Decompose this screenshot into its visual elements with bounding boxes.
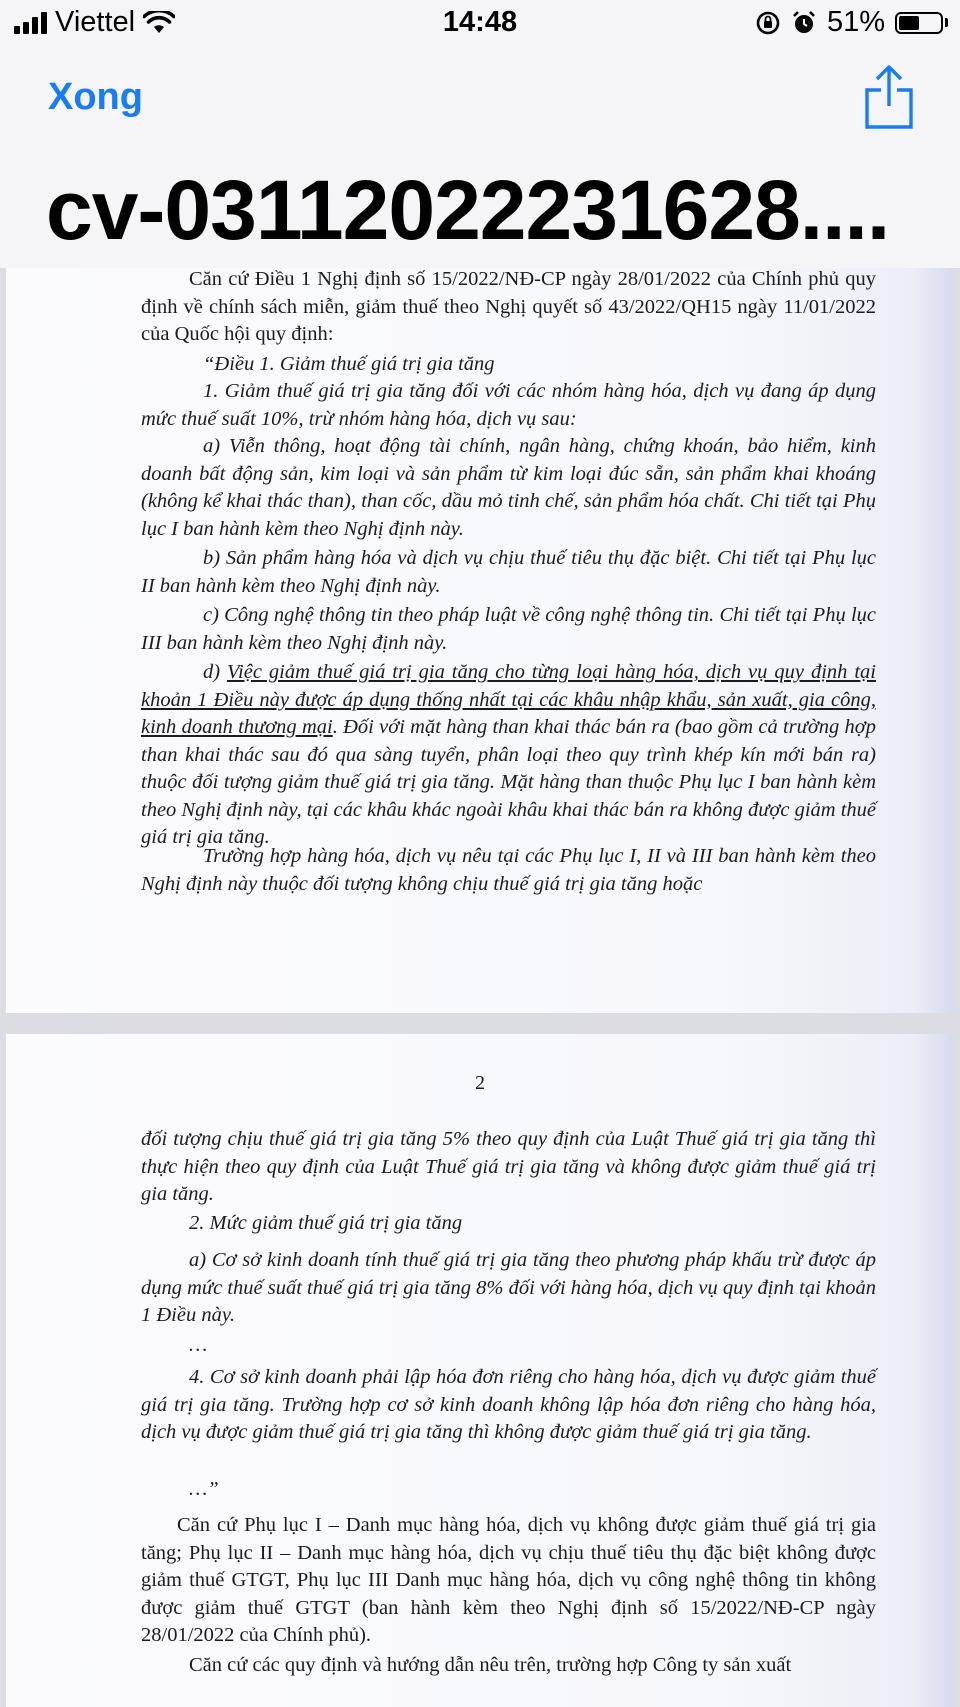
item-d-prefix: d)	[203, 661, 228, 683]
document-page-2	[6, 1034, 954, 1707]
preview-header	[0, 48, 960, 269]
page-edge-shadow	[914, 1034, 954, 1707]
item-d-rest: . Đối với mặt hàng than khai thác bán ra (bao gồm cả trường hợp than khai thác sau đó qua sàng tuyển, phân loại theo quy trình khép kín mới bán ra) thuộc đối tượng giảm thuế giá trị gia tăng. Mặt hàng than thuộc Phụ lục I ban hành kèm theo Nghị định này, tại các khâu khác ngoài khâu khai thác bán ra không được giảm thuế giá trị gia tăng.	[141, 716, 876, 848]
paragraph-item-b: b) Sản phẩm hàng hóa và dịch vụ chịu thuế tiêu thụ đặc biệt. Chi tiết tại Phụ lục II ban hành kèm theo Nghị định này.	[141, 547, 876, 597]
paragraph-clause-2a: a) Cơ sở kinh doanh tính thuế giá trị gia tăng theo phương pháp khấu trừ được áp dụng mức thuế suất thuế giá trị gia tăng 8% đối với hàng hóa, dịch vụ quy định tại khoản 1 Điều này.	[141, 1249, 876, 1326]
status-right	[755, 6, 948, 39]
share-icon	[864, 64, 914, 130]
carrier-name: Viettel	[55, 6, 136, 38]
battery-tip	[945, 18, 948, 27]
paragraph-article-title: “Điều 1. Giảm thuế giá trị gia tăng	[203, 353, 495, 375]
document-scroll-area[interactable]	[0, 268, 960, 1707]
paragraph-clause-1: 1. Giảm thuế giá trị gia tăng đối với các nhóm hàng hóa, dịch vụ đang áp dụng mức thuế suất 10%, trừ nhóm hàng hóa, dịch vụ sau:	[141, 380, 876, 430]
done-button[interactable]: Xong	[48, 76, 143, 118]
item-d-underlined: Việc giảm thuế giá trị gia tăng cho từng loại hàng hóa, dịch vụ quy định tại khoản 1 Điều này được áp dụng thống nhất tại các khâu nhập khẩu, sản xuất, gia công, kinh doanh thương mại	[141, 661, 876, 738]
share-button[interactable]	[864, 64, 914, 130]
battery-icon	[895, 12, 943, 34]
paragraph-item-d	[141, 659, 876, 852]
page-edge-shadow	[914, 268, 954, 1013]
paragraph-exception: Trường hợp hàng hóa, dịch vụ nêu tại các Phụ lục I, II và III ban hành kèm theo Nghị định này thuộc đối tượng không chịu thuế giá trị gia tăng hoặc	[141, 845, 876, 895]
clock: 14:48	[442, 6, 518, 38]
document-page-1	[6, 268, 954, 1013]
paragraph-clause-2: 2. Mức giảm thuế giá trị gia tăng	[189, 1212, 463, 1234]
status-bar	[0, 0, 960, 48]
paragraph-appendix-basis: Căn cứ Phụ lục I – Danh mục hàng hóa, dịch vụ không được giảm thuế giá trị gia tăng; Phụ lục II – Danh mục hàng hóa, dịch vụ chịu thuế tiêu thụ đặc biệt không được giảm thuế GTGT, Phụ lục III Danh mục hàng hóa, dịch vụ công nghệ thông tin không được giảm thuế GTGT (ban hành kèm theo Nghị định số 15/2022/NĐ-CP ngày 28/01/2022 của Chính phủ).	[141, 1514, 876, 1646]
orientation-lock-icon	[755, 10, 781, 36]
document-title: cv-03112022231628....	[46, 163, 890, 257]
paragraph-item-a: a) Viễn thông, hoạt động tài chính, ngân hàng, chứng khoán, bảo hiểm, kinh doanh bất động sản, kim loại và sản phẩm từ kim loại đúc sẵn, sản phẩm khai khoáng (không kể khai thác than), than cốc, dầu mỏ tinh chế, sản phẩm hóa chất. Chi tiết tại Phụ lục I ban hành kèm theo Nghị định này.	[141, 435, 876, 540]
paragraph-continuation: đối tượng chịu thuế giá trị gia tăng 5% theo quy định của Luật Thuế giá trị gia tăng thì thực hiện theo quy định của Luật Thuế giá trị gia tăng và không được giảm thuế giá trị gia tăng.	[141, 1128, 876, 1205]
paragraph-clause-4: 4. Cơ sở kinh doanh phải lập hóa đơn riêng cho hàng hóa, dịch vụ được giảm thuế giá trị gia tăng. Trường hợp cơ sở kinh doanh không lập hóa đơn riêng cho hàng hóa, dịch vụ được giảm thuế giá trị gia tăng thì không được giảm thuế giá trị gia tăng.	[141, 1366, 876, 1443]
paragraph-end-quote: …”	[189, 1478, 219, 1500]
paragraph-legal-basis: Căn cứ Điều 1 Nghị định số 15/2022/NĐ-CP ngày 28/01/2022 của Chính phủ quy định về chính sách miễn, giảm thuế theo Nghị quyết số 43/2022/QH15 ngày 11/01/2022 của Quốc hội quy định:	[141, 268, 876, 345]
alarm-icon	[791, 10, 817, 36]
page-number: 2	[475, 1072, 485, 1094]
paragraph-conclusion-start: Căn cứ các quy định và hướng dẫn nêu trên, trường hợp Công ty sản xuất	[189, 1654, 792, 1676]
battery-percent: 51%	[826, 6, 885, 38]
paragraph-ellipsis: …	[189, 1334, 208, 1356]
paragraph-item-c: c) Công nghệ thông tin theo pháp luật về công nghệ thông tin. Chi tiết tại Phụ lục III ban hành kèm theo Nghị định này.	[141, 604, 876, 654]
